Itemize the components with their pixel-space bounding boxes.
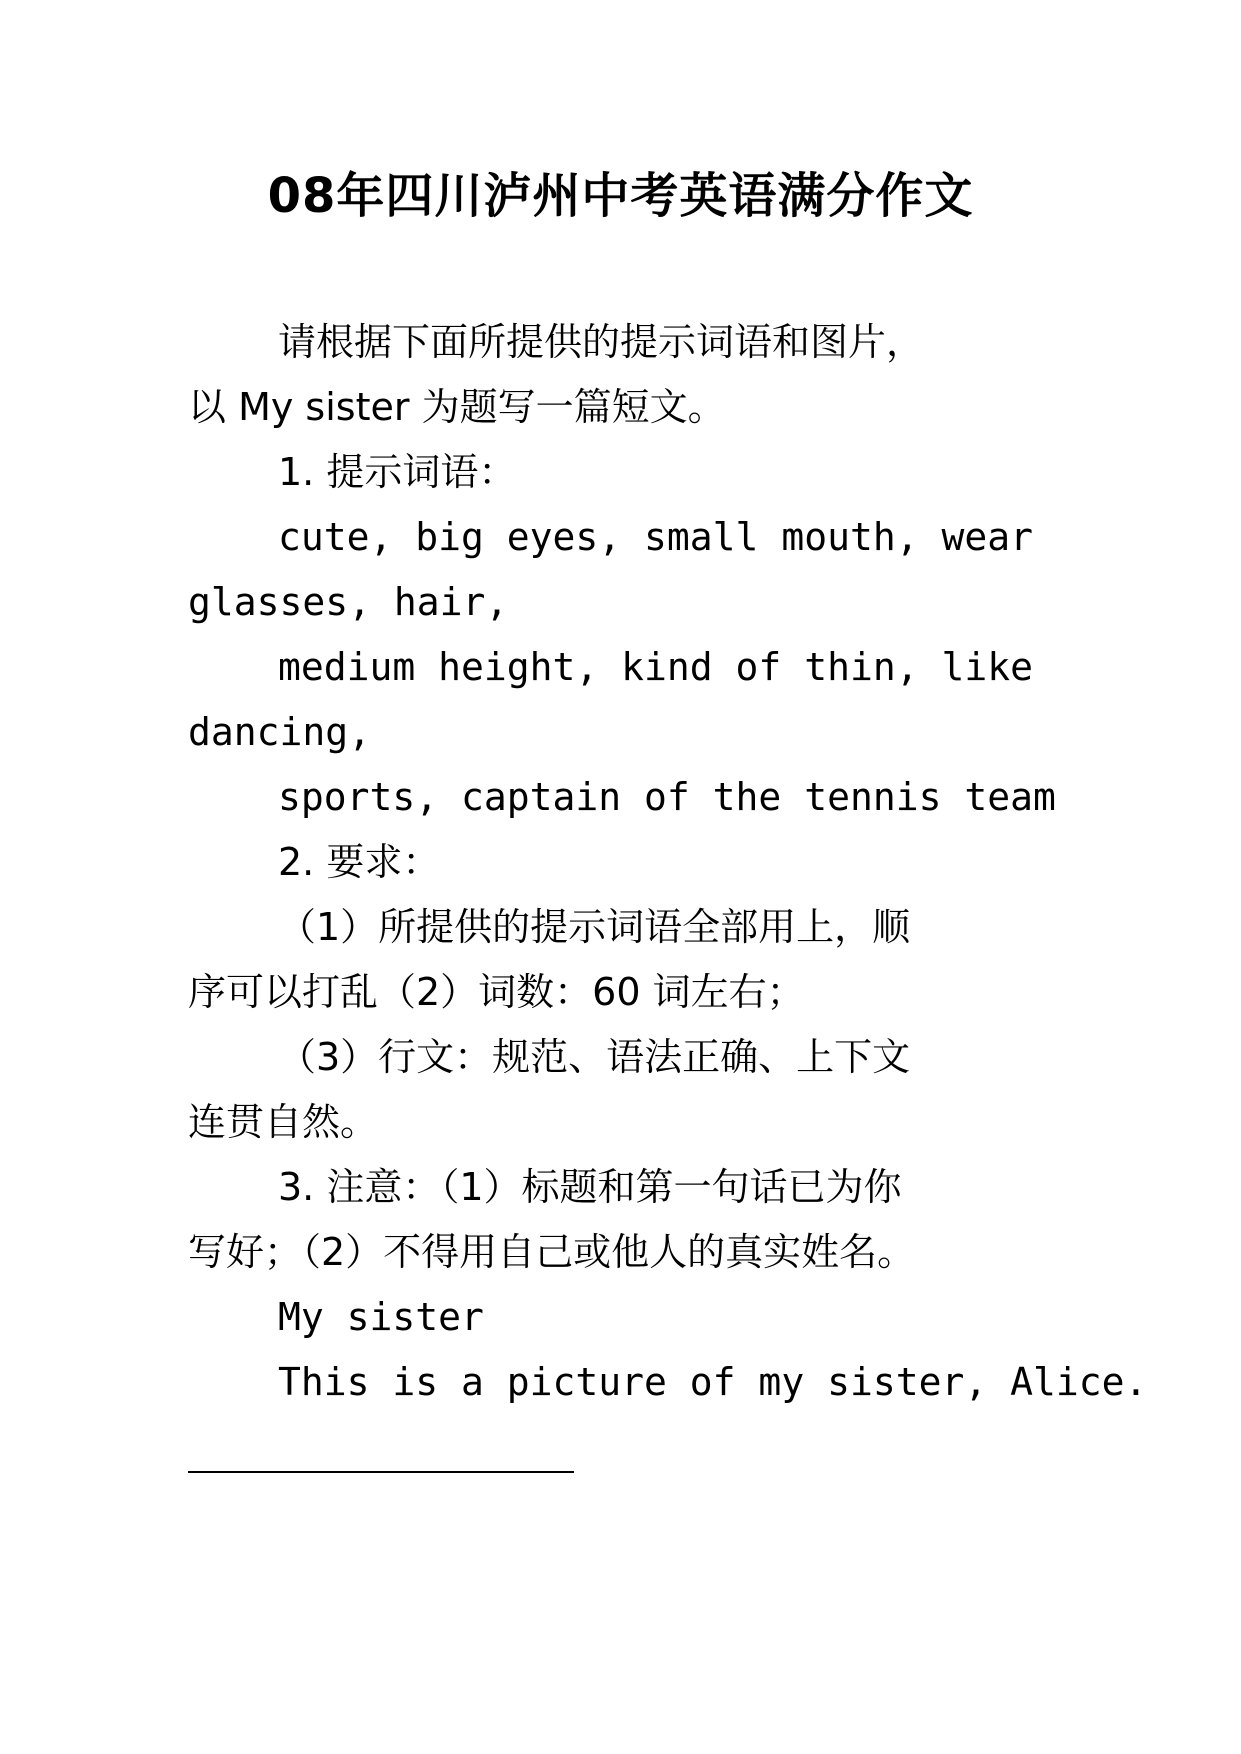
hint-line-2: glasses, hair, bbox=[188, 580, 509, 624]
page-title: 08年四川泸州中考英语满分作文 bbox=[267, 168, 974, 224]
essay-title: My sister bbox=[278, 1295, 484, 1339]
hint-line-4: dancing, bbox=[188, 710, 372, 754]
hint-line-3: medium height, kind of thin, like bbox=[278, 645, 1033, 689]
hint-line-5: sports, captain of the tennis team bbox=[278, 775, 1056, 819]
essay-line-1: This is a picture of my sister, Alice. bbox=[278, 1360, 1148, 1404]
requirement-line-4: 连贯自然。 bbox=[188, 1100, 379, 1144]
intro-line-1: 请根据下面所提供的提示词语和图片， bbox=[278, 320, 925, 364]
footnote-divider bbox=[188, 1471, 574, 1473]
note-line-1: 3. 注意：（1）标题和第一句话已为你 bbox=[278, 1165, 902, 1209]
requirement-line-1: （1）所提供的提示词语全部用上，顺 bbox=[278, 905, 911, 949]
requirement-line-3: （3）行文：规范、语法正确、上下文 bbox=[278, 1035, 911, 1079]
intro-line-2: 以 My sister 为题写一篇短文。 bbox=[188, 385, 726, 429]
hint-line-1: cute, big eyes, small mouth, wear bbox=[278, 515, 1033, 559]
requirements-heading: 2. 要求： bbox=[278, 840, 441, 884]
requirement-line-2: 序可以打乱（2）词数：60 词左右； bbox=[188, 970, 805, 1014]
hint-heading: 1. 提示词语： bbox=[278, 450, 517, 494]
note-line-2: 写好；（2）不得用自己或他人的真实姓名。 bbox=[188, 1230, 916, 1274]
